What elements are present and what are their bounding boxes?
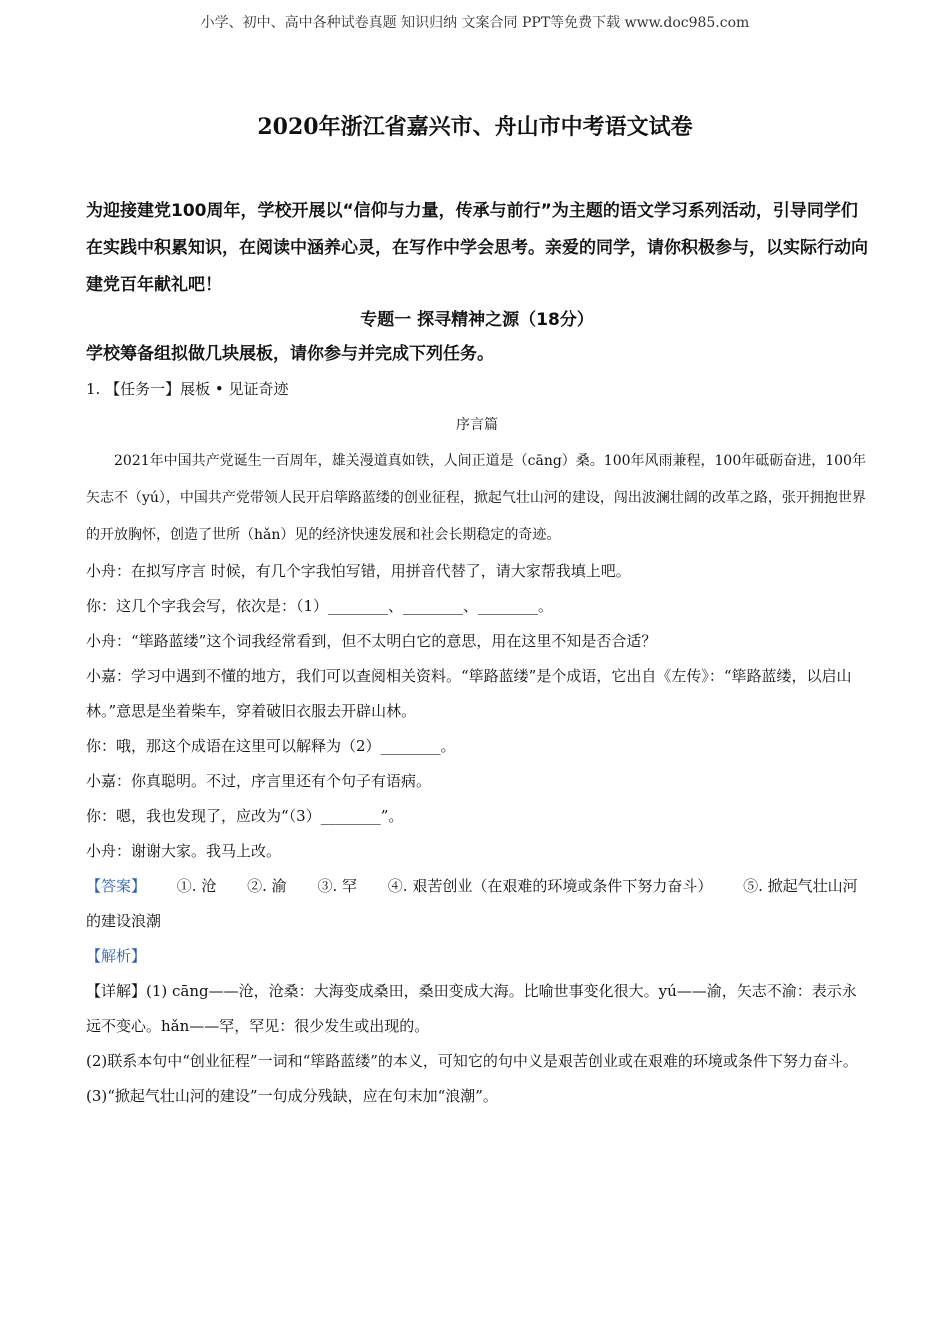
section-task: 学校筹备组拟做几块展板，请你参与并完成下列任务。 bbox=[86, 344, 494, 364]
answer-tag: 【答案】 bbox=[86, 877, 147, 895]
answer-item: ①. 沧 bbox=[176, 877, 217, 895]
dialogue-line: 小舟：“筚路蓝缕”这个词我经常看到，但不太明白它的意思，用在这里不知是否合适？ bbox=[86, 632, 657, 650]
analysis-point-2: (2)联系本句中“创业征程”一词和“筚路蓝缕”的本义，可知它的句中义是艰苦创业或在艰难的环境或条件下努力奋斗。 bbox=[86, 1052, 858, 1070]
page-title: 2020年浙江省嘉兴市、舟山市中考语文试卷 bbox=[257, 114, 693, 140]
analysis-detail: 【详解】(1) cāng——沧，沧桑：大海变成桑田，桑田变成大海。比喻世事变化很大。yú——渝，矢志不渝：表示永远不变心。hǎn——罕，罕见：很少发生或出现的。 bbox=[86, 982, 857, 1035]
answer-item: ③. 罕 bbox=[317, 877, 357, 895]
intro-paragraph: 为迎接建党100周年，学校开展以“信仰与力量，传承与前行”为主题的语文学习系列活动，引导同学们在实践中积累知识，在阅读中涵养心灵，在写作中学会思考。亲爱的同学，请你积极参与，以实际行动向建党百年献礼吧！ bbox=[86, 201, 868, 295]
page-header: 小学、初中、高中各种试卷真题 知识归纳 文案合同 PPT等免费下载 www.doc985.com bbox=[200, 15, 750, 31]
dialogue-line: 小嘉：学习中遇到不懂的地方，我们可以查阅相关资料。“筚路蓝缕”是个成语，它出自《左传》：“筚路蓝缕，以启山林。”意思是坐着柴车，穿着破旧衣服去开辟山林。 bbox=[86, 667, 852, 720]
analysis-point-3: (3)“掀起气壮山河的建设”一句成分残缺，应在句末加“浪潮”。 bbox=[86, 1087, 498, 1105]
dialogue-line: 小舟：在拟写序言 时候，有几个字我怕写错，用拼音代替了，请大家帮我填上吧。 bbox=[86, 562, 631, 580]
answer-block bbox=[86, 869, 868, 939]
dialogue-line: 小舟：谢谢大家。我马上改。 bbox=[86, 842, 282, 860]
passage-title: 序言篇 bbox=[456, 417, 498, 433]
dialogue-line: 你：哦，那这个成语在这里可以解释为（2）________。 bbox=[86, 737, 456, 755]
dialogue-line: 小嘉：你真聪明。不过，序言里还有个句子有语病。 bbox=[86, 772, 432, 790]
dialogue-line: 你：这几个字我会写，依次是：（1）________、________、________。 bbox=[86, 597, 554, 615]
answer-item: ②. 渝 bbox=[247, 877, 287, 895]
question-label: 1. 【任务一】展板 • 见证奇迹 bbox=[86, 380, 289, 398]
analysis-tag: 【解析】 bbox=[86, 947, 147, 965]
document-body bbox=[86, 193, 868, 1114]
section-heading: 专题一 探寻精神之源（18分） bbox=[360, 310, 594, 330]
answer-item: ⑤. 掀起气壮山河的建设浪潮 bbox=[86, 877, 858, 930]
passage-text: 2021年中国共产党诞生一百周年，雄关漫道真如铁，人间正道是（cāng）桑。100年风雨兼程，100年砥砺奋进，100年矢志不（yú），中国共产党带领人民开启筚路蓝缕的创业征程，掀起气壮山河的建设，闯出波澜壮阔的改革之路，张开拥抱世界的开放胸怀，创造了世所（hǎn）见的经济快速发展和社会长期稳定的奇迹。 bbox=[86, 453, 866, 543]
answer-item: ④. 艰苦创业（在艰难的环境或条件下努力奋斗） bbox=[387, 877, 713, 895]
dialogue-line: 你：嗯，我也发现了，应改为“（3）________”。 bbox=[86, 807, 404, 825]
